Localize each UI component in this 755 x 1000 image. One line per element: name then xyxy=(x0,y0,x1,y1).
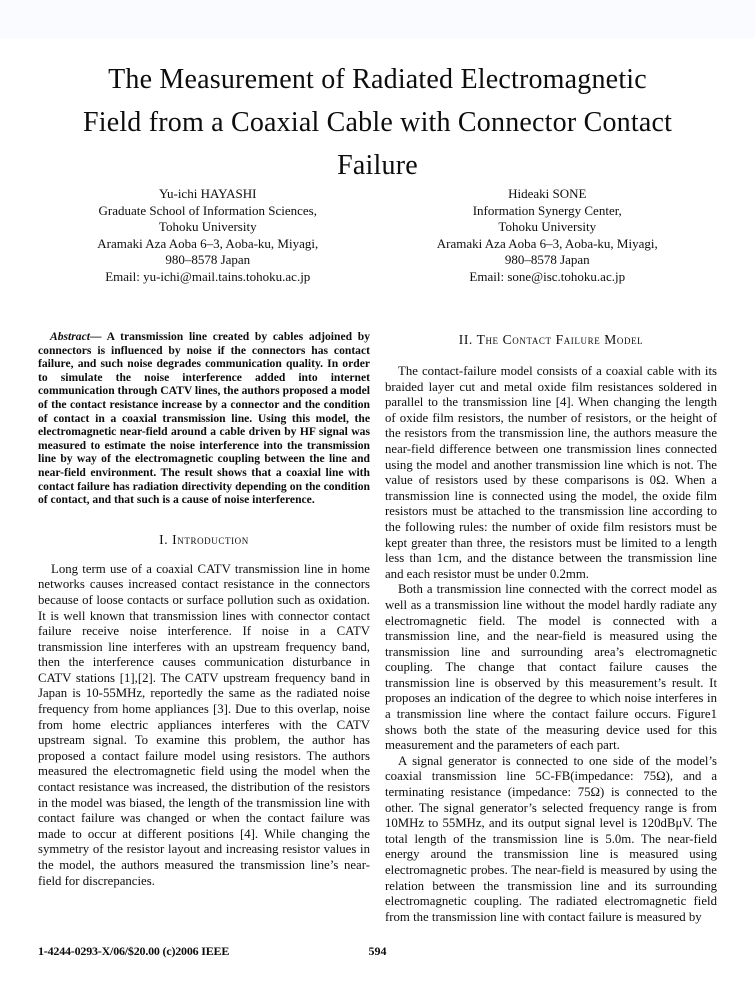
author-block-left xyxy=(38,186,378,285)
author-email: Email: yu-ichi@mail.tains.tohoku.ac.jp xyxy=(105,268,311,284)
paper-title-line-3: Failure xyxy=(337,150,418,181)
model-paragraph-1: The contact-failure model consists of a coaxial cable with its braided layer cut and metal oxide film resistances soldered in parallel to the transmission line [4]. When changing the length of oxide film resistors, the number of resistors, or the height of the resistors from the transmission line, the authors measure the near-field difference between one transmission lines connected using the model and another transmission line which is not. The value of resistors used by these comparisons is 0Ω. When a transmission line is connected using the model, the oxide film resistors must be attached to the transmission line according to the following rules: the number of oxide film resistors must be kept greater than three, the resistors must be limited to a length less than 1cm, and the distance between the transmission line and each resistor must be under 0.2mm. xyxy=(385,364,717,581)
paper-title-line-1: The Measurement of Radiated Electromagnetic xyxy=(108,64,647,95)
viewer-top-band xyxy=(0,0,755,38)
copyright-notice: 1-4244-0293-X/06/$20.00 (c)2006 IEEE xyxy=(38,944,230,958)
abstract-label: Abstract— xyxy=(50,330,102,343)
page-number: 594 xyxy=(368,944,387,958)
section-heading-contact-failure-model: II. The Contact Failure Model xyxy=(458,332,644,347)
author-name: Yu-ichi HAYASHI xyxy=(159,186,257,201)
authors-row xyxy=(38,186,717,285)
paper-title-line-2: Field from a Coaxial Cable with Connector Contact xyxy=(82,107,673,138)
introduction-paragraph: Long term use of a coaxial CATV transmission line in home networks causes increased contact resistance in the connectors because of loose contacts or surface pollution such as oxidation. It is well known that transmission lines with connector contact failure receive noise interference. If noise in a CATV transmission line interferes with an upstream frequency band, then the interference causes communication disturbance in CATV stations [1],[2]. The CATV upstream frequency band in Japan is 10-55MHz, reportedly the same as the radiated noise frequency from home appliances [3]. Due to this overlap, noise from home electric appliances interferes with the CATV upstream signal. To examine this problem, the author has proposed a contact failure model using resistors. The authors measured the electromagnetic field using the model when the contact resistance was increased, the distribution of the resistors in the model was biased, the length of the transmission line with contact failure was changed or when the contact failure was made to occur at different positions [4]. While changing the symmetry of the resistor layout and increasing resistor values in the model, the authors measured the transmission line’s near-field for discrepancies. xyxy=(38,561,370,888)
right-column xyxy=(385,330,717,925)
author-university: Tohoku University xyxy=(498,219,597,234)
author-university: Tohoku University xyxy=(158,219,257,234)
author-block-right xyxy=(378,186,718,285)
author-affiliation: Information Synergy Center, xyxy=(472,202,622,218)
abstract-paragraph xyxy=(38,330,370,507)
author-postal: 980–8578 Japan xyxy=(165,252,251,267)
author-address: Aramaki Aza Aoba 6–3, Aoba-ku, Miyagi, xyxy=(436,235,658,251)
model-paragraph-2: Both a transmission line connected with the correct model as well as a transmission line without the model hardly radiate any electromagnetic field. The model is connected with a transmission line, and the near-field is measured using the transmission line and surrounding area’s electromagnetic coupling. The change that contact failure causes the transmission line is observed by this measurement’s result. It proposes an indication of the degree to which noise interferes in a transmission line where the contact failure occurs. Figure1 shows both the state of the measuring device used for this measurement and the parameters of each part. xyxy=(385,582,717,753)
author-affiliation: Graduate School of Information Sciences, xyxy=(98,202,317,218)
author-address: Aramaki Aza Aoba 6–3, Aoba-ku, Miyagi, xyxy=(97,235,319,251)
two-column-body xyxy=(38,330,717,925)
abstract-text: A transmission line created by cables adjoined by connectors is influenced by noise if the connectors has contact failure, and such noise degrades communication quality. In order to simulate the noise interference added into internet communication through CATV lines, the authors proposed a model of the contact resistance increase by a connector and the condition of contact in a coaxial transmission line. Using this model, the electromagnetic near-field around a cable driven by HF signal was measured to estimate the noise interference into the transmission line by way of the electromagnetic coupling between the line and near-field environment. The result shows that a coaxial line with contact failure has radiation directivity depending on the condition of contact, and that such is a cause of noise interference. xyxy=(38,330,371,507)
author-name: Hideaki SONE xyxy=(508,186,587,201)
left-column xyxy=(38,330,370,925)
section-heading-introduction: I. Introduction xyxy=(159,531,249,547)
author-email: Email: sone@isc.tohoku.ac.jp xyxy=(469,268,626,284)
author-postal: 980–8578 Japan xyxy=(504,252,590,267)
paper-title xyxy=(0,58,755,187)
model-paragraph-3: A signal generator is connected to one side of the model’s coaxial transmission line 5C-FB(impedance: 75Ω), and a terminating resistance (impedance: 75Ω) is connected to the other. The signal generator’s selected frequency range is from 10MHz to 55MHz, and its output signal level is 120dBμV. The total length of the transmission line is 5.0m. The near-field energy around the transmission line is measured using electromagnetic probes. The near-field is measured by using the relation between the transmission line and its surrounding electromagnetic coupling. The radiated electromagnetic field from the transmission line with contact failure is measured by xyxy=(385,753,717,924)
